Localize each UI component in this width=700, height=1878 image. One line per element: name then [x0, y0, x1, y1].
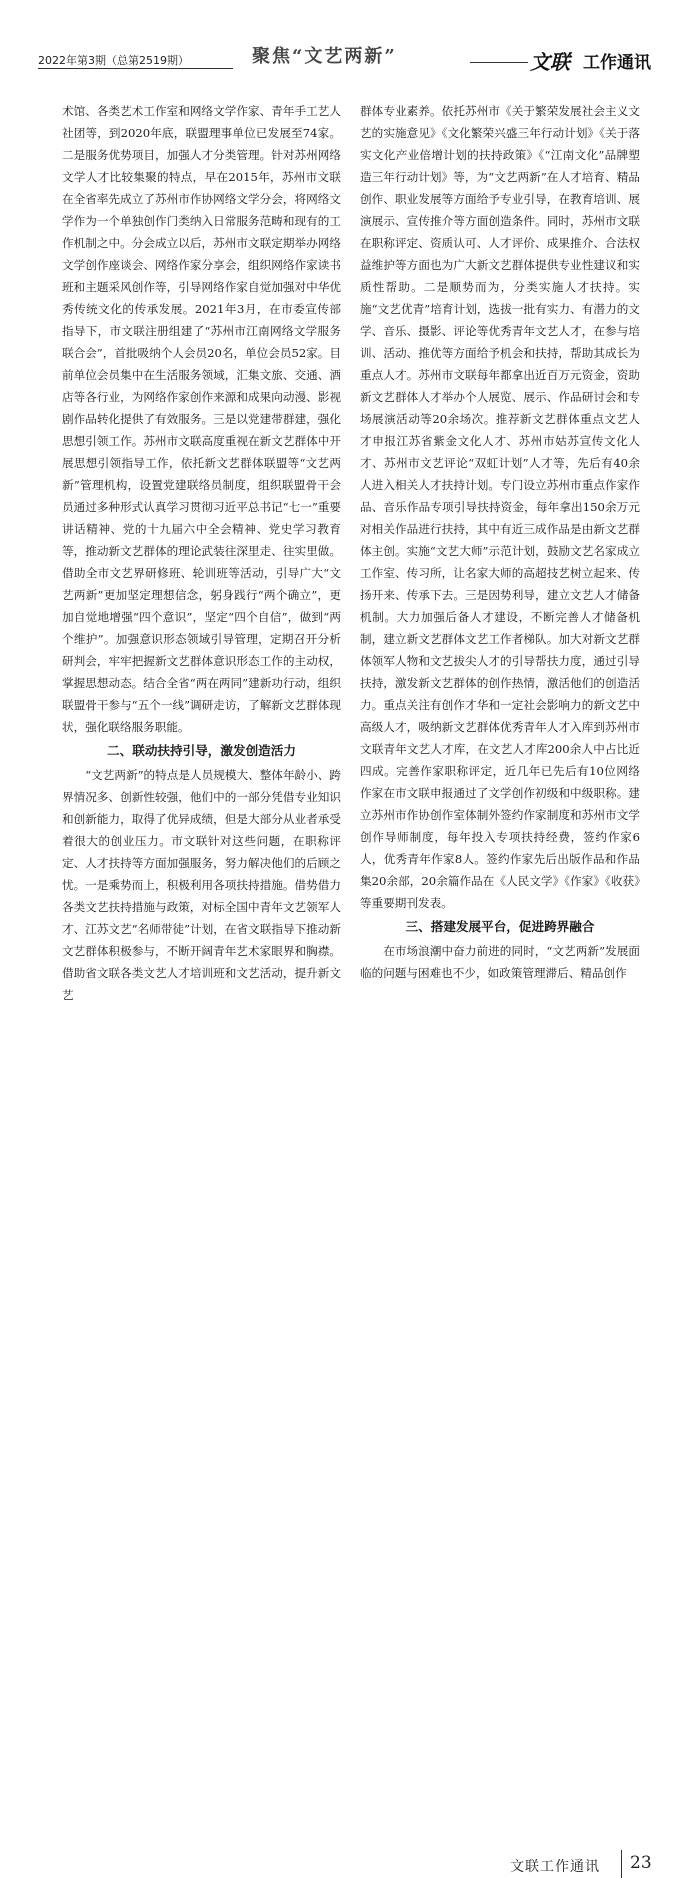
right-paragraph-after-heading: 在市场浪潮中奋力前进的同时，“文艺两新”发展面临的问题与困难也不少，如政策管理滞后、精品创作: [360, 944, 640, 980]
issue-number: 2022年第3期（总第2519期）: [38, 54, 189, 67]
left-column: [62, 100, 341, 1006]
magazine-logo-mark: 文联: [528, 46, 572, 75]
section-title: 聚焦“文艺两新”: [252, 46, 397, 67]
footer-magazine-name: 文联工作通讯: [510, 1859, 600, 1875]
right-paragraph: 群体专业素养。依托苏州市《关于繁荣发展社会主义文艺的实施意见》《文化繁荣兴盛三年行动计划》《关于落实文化产业倍增计划的扶持政策》《“江南文化”品牌塑造三年行动计划》等，为“文艺两新”在人才培育、精品创作、职业发展等方面给予专业引导，在教育培训、展演展示、宣传推介等方面创造条件。同时，苏州市文联在职称评定、资质认可、人才评价、成果推介、合法权益维护等方面也为广大新文艺群体提供专业性建议和实质性帮助。二是顺势而为，分类实施人才扶持。实施“文艺优青”培育计划，选拔一批有实力、有潜力的文学、音乐、摄影、评论等优秀青年文艺人才，在参与培训、活动、推优等方面给予机会和扶持，帮助其成长为重点人才。苏州市文联每年都拿出近百万元资金，资助新文艺群体人才举办个人展览、展示、作品研讨会和专场展演活动等20余场次。推荐新文艺群体重点文艺人才申报江苏省紫金文化人才、苏州市姑苏宣传文化人才、苏州市文艺评论“双虹计划”人才等，先后有40余人进入相关人才扶持计划。专门设立苏州市重点作家作品、音乐作品专项引导扶持资金，每年拿出150余万元对相关作品进行扶持，其中有近三成作品是由新文艺群体主创。实施“文艺大师”示范计划，鼓励文艺名家成立工作室、传习所，让名家大师的高超技艺树立起来、传扬开来、传承下去。三是因势利导，建立文艺人才储备机制。大力加强后备人才建设，不断完善人才储备机制，建立新文艺群体文艺工作者梯队。加大对新文艺群体领军人物和文艺拔尖人才的引导帮扶力度，通过引导扶持，激发新文艺群体的创作热情，激活他们的创造活力。重点关注有创作才华和一定社会影响力的新文艺中高级人才，吸纳新文艺群体优秀青年人才入库到苏州市文联青年文艺人才库，在文艺人才库200余人中占比近四成。完善作家职称评定，近几年已先后有10位网络作家在市文联申报通过了文学创作初级和中级职称。建立苏州市作协创作室体制外签约作家制度和苏州市文学创作导师制度，每年投入专项扶持经费，签约作家6人，优秀青年作家8人。签约作家先后出版作品和作品集20余部，20余篇作品在《人民文学》《作家》《收获》等重要期刊发表。: [360, 104, 640, 910]
header-rule-left: [38, 68, 233, 69]
footer-divider: [621, 1850, 622, 1878]
section-heading-2: 二、联动扶持引导，激发创造活力: [107, 743, 296, 758]
page-number: 23: [630, 1853, 652, 1873]
page-header: [0, 0, 700, 80]
magazine-name: 工作通讯: [583, 53, 651, 73]
left-paragraph-after-heading: “文艺两新”的特点是人员规模大、整体年龄小、跨界情况多、创新性较强，他们中的一部分凭借专业知识和创新能力，取得了优异成绩，但是大部分从业者承受着很大的创业压力。市文联针对这些问题，在职称评定、人才扶持等方面加强服务，努力解决他们的后顾之忧。一是乘势而上，积极利用各项扶持措施。借势借力各类文艺扶持措施与政策，对标全国中青年文艺领军人才、江苏文艺“名师带徒”计划，在省文联指导下推动新文艺群体积极参与，不断开阔青年艺术家眼界和胸襟。借助省文联各类文艺人才培训班和文艺活动，提升新文艺: [62, 768, 341, 1002]
section-heading-3: 三、搭建发展平台，促进跨界融合: [405, 919, 595, 934]
right-column: [360, 100, 640, 984]
left-paragraph: 术馆、各类艺术工作室和网络文学作家、青年手工艺人社团等，到2020年底，联盟理事单位已发展至74家。二是服务优势项目，加强人才分类管理。针对苏州网络文学人才比较集聚的特点，早在2015年，苏州市文联在全省率先成立了苏州市作协网络文学分会，将网络文学作为一个单独创作门类纳入日常服务范畴和现有的工作机制之中。分会成立以后，苏州市文联定期举办网络文学创作座谈会、网络作家分享会，组织网络作家读书班和主题采风创作等，引导网络作家自觉加强对中华优秀传统文化的传承发展。2021年3月，在市委宣传部指导下，市文联注册组建了“苏州市江南网络文学服务联合会”，首批吸纳个人会员20名，单位会员52家。目前单位会员集中在生活服务领域，汇集文旅、交通、酒店等各行业，为网络作家创作来源和成果向动漫、影视剧作品转化提供了有效服务。三是以党建带群建，强化思想引领工作。苏州市文联高度重视在新文艺群体中开展思想引领指导工作，依托新文艺群体联盟等“文艺两新”管理机构，设置党建联络员制度，组织联盟骨干会员通过多种形式认真学习贯彻习近平总书记“七一”重要讲话精神、党的十九届六中全会精神、党史学习教育等，推动新文艺群体的理论武装往深里走、往实里做。借助全市文艺界研修班、轮训班等活动，引导广大“文艺两新”更加坚定理想信念，躬身践行“两个确立”，更加自觉地增强“四个意识”，坚定“四个自信”，做到“两个维护”。加强意识形态领域引导管理，定期召开分析研判会，牢牢把握新文艺群体意识形态工作的主动权，掌握思想动态。结合全省“两在两同”建新功行动，组织联盟骨干参与“五个一线”调研走访，了解新文艺群体现状，强化联络服务职能。: [62, 104, 341, 734]
